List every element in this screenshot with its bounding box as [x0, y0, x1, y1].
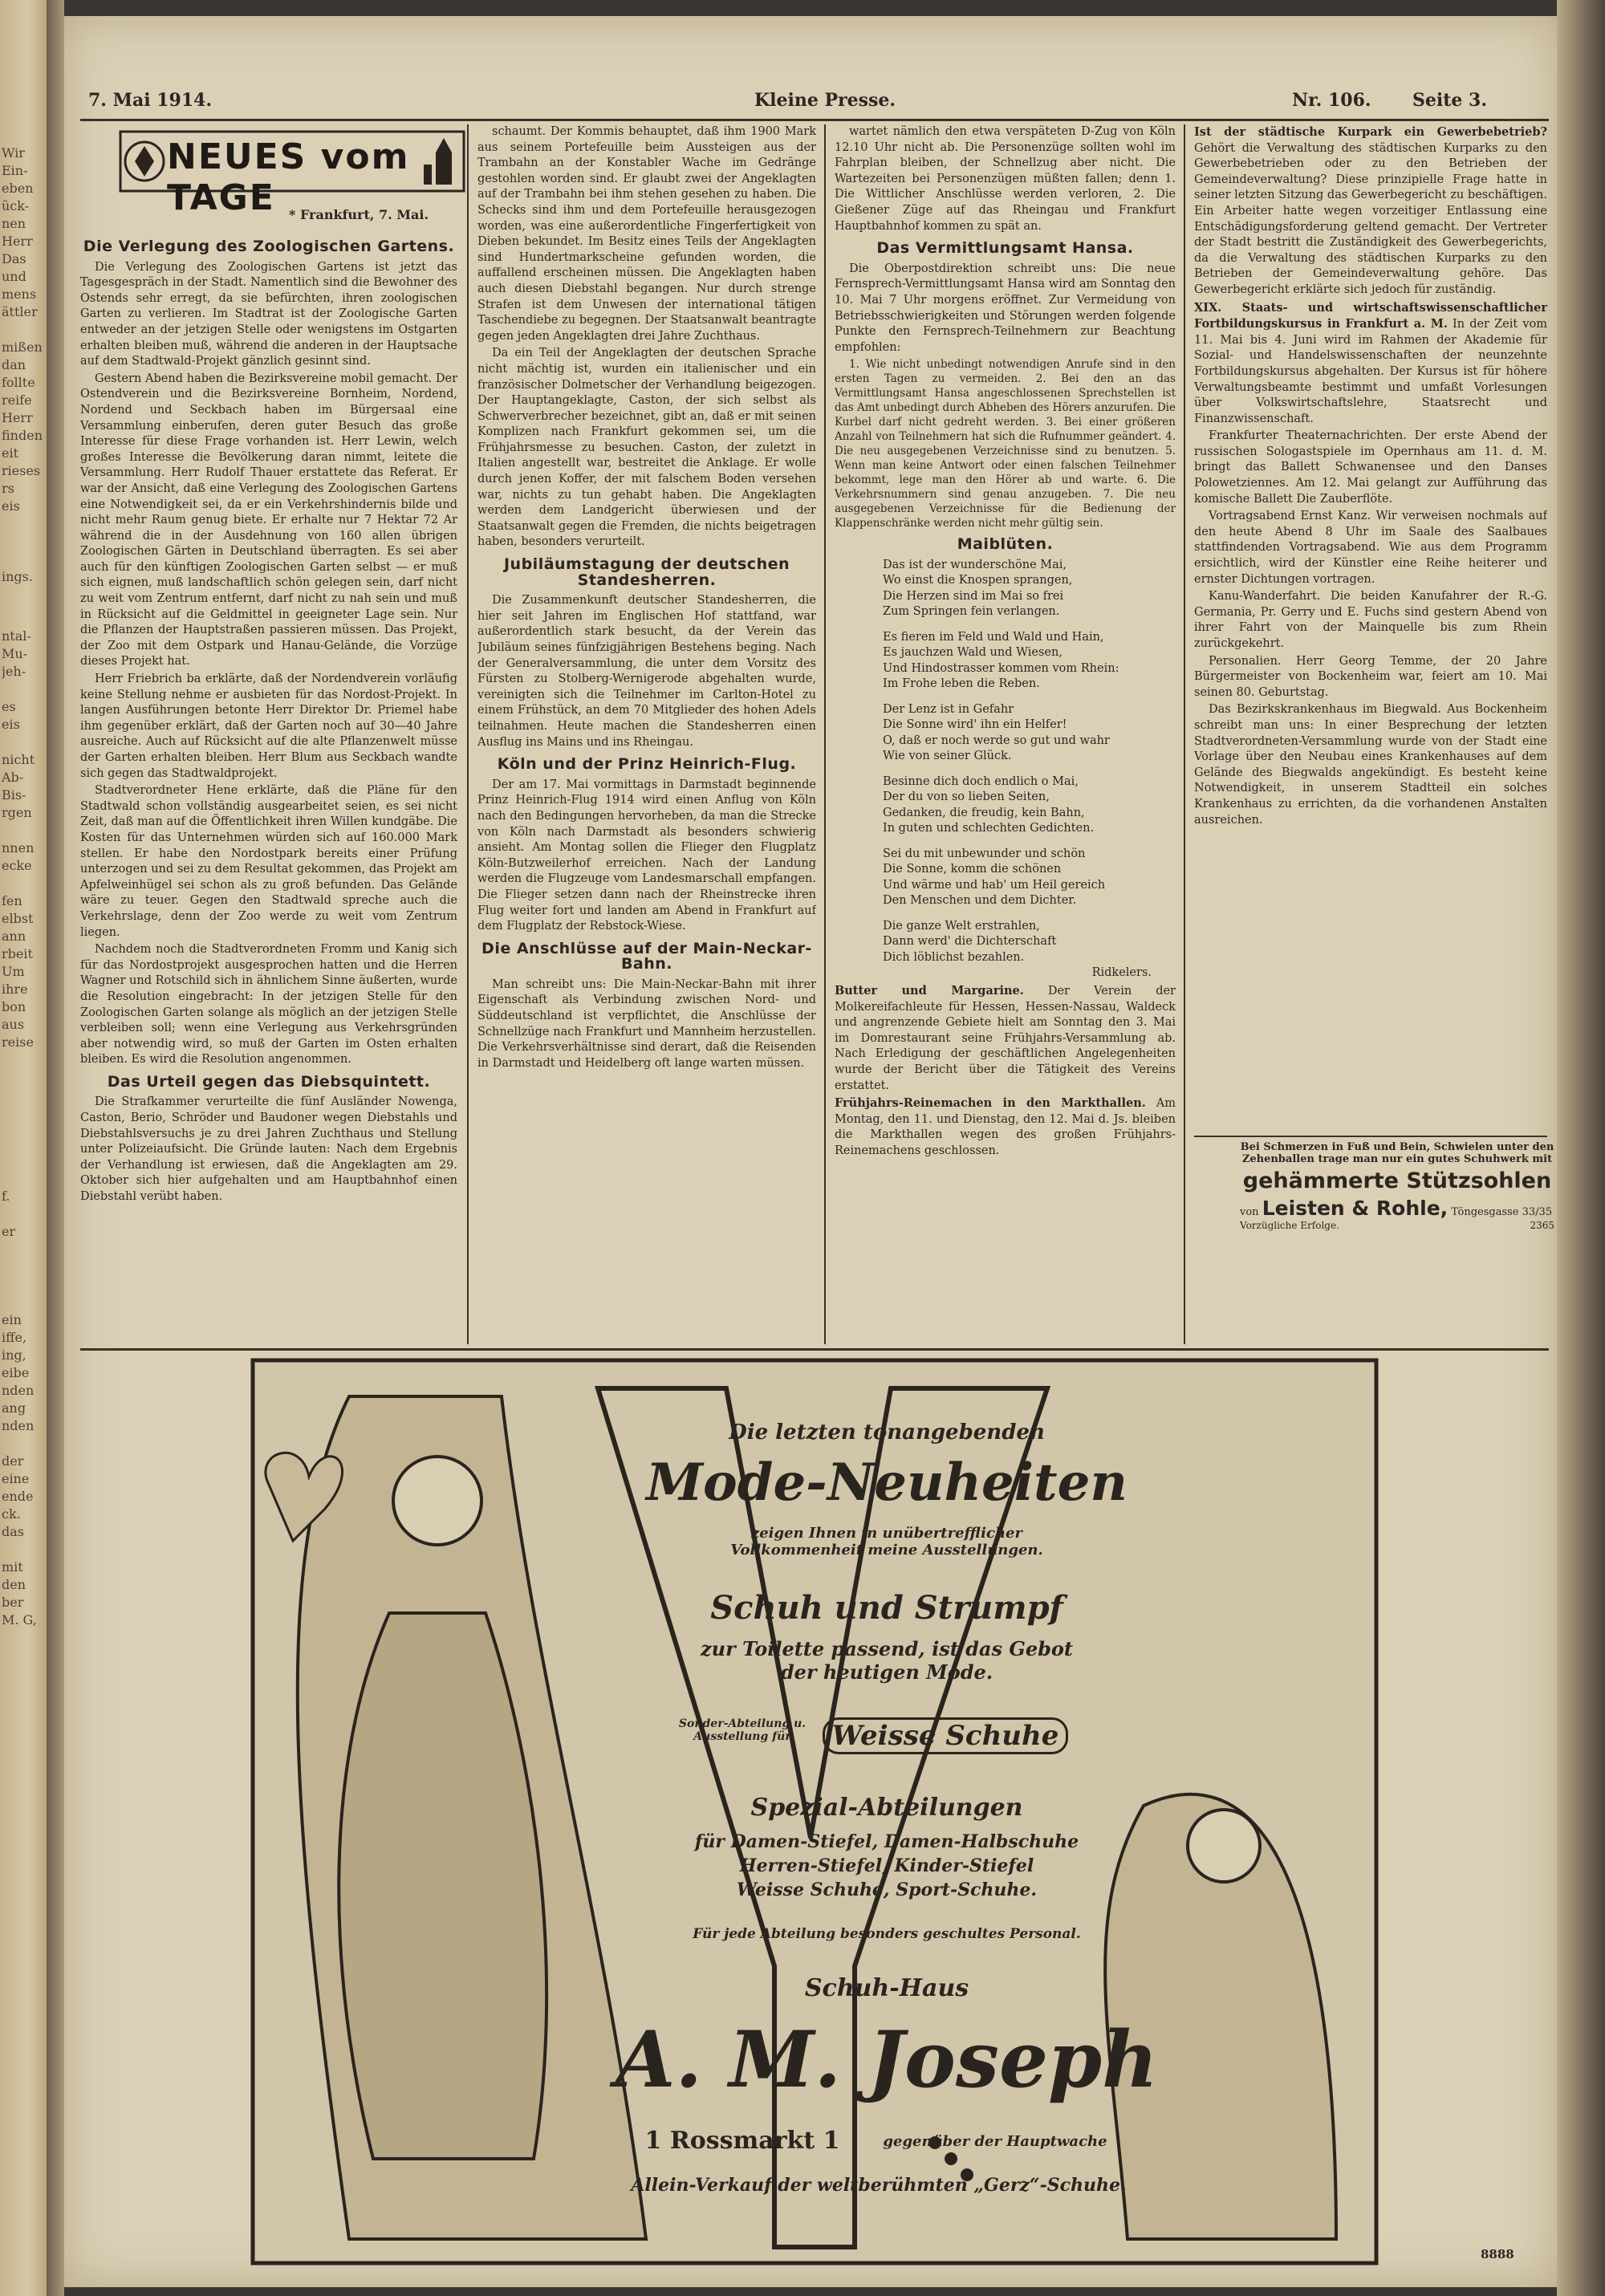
poem-line: Sei du mit unbewunder und schön: [883, 847, 1086, 860]
poem-stanza-gap: [883, 837, 1176, 847]
poem-stanza-gap: [883, 693, 1176, 702]
ad-product: gehämmerte Stützsohlen: [1242, 1168, 1552, 1193]
adjacent-page-line: ecke: [2, 858, 32, 873]
adjacent-page-line: [2, 1541, 45, 1558]
adjacent-page-line: [2, 515, 45, 533]
headline-kurpark: Ist der städtische Kurpark ein Gewerbebetrieb?: [1194, 125, 1547, 139]
poem-line: Die ganze Welt erstrahlen,: [883, 919, 1040, 933]
header-rule: [80, 119, 1549, 121]
adjacent-page-line: ann: [2, 929, 26, 944]
article-paragraph: 1. Wie nicht unbedingt notwendigen Anrufe sind in den ersten Tagen zu vermeiden. 2. Bei den an das Vermittlungsamt Hansa angeschlossenen Sprechstellen ist das Amt unbedingt durch Abheben des Hörers anzurufen. Die Kurbel darf nicht gedreht werden. 3. Bei einer größeren Anzahl von Teilnehmern hat sich die Rufnummer geändert. 4. Die neu ausgegebenen Verzeichnisse sind zu benutzen. 5. Wenn man keine Antwort oder einen falschen Teilnehmer bekommt, lege man den Hörer ab und warte. 6. Die Verkehrsnummern sind genau anzugeben. 7. Die neu ausgegebenen Verzeichnisse für die Bedienung der Klappenschränke werden nicht mehr gültig sein.: [835, 358, 1176, 530]
poem-line: Das ist der wunderschöne Mai,: [883, 558, 1067, 571]
adjacent-page-line: [2, 1205, 45, 1223]
article-paragraph: In der Zeit vom 11. Mai bis 4. Juni wird im Rahmen der Akademie für Sozial- und Handelswissenschaften der neunzehnte Fortbildungskursus abgehalten. Der Kursus ist für höhere Verwaltungsbeamte bestimmt und umfaßt Vorlesungen über Volkswirtschaftslehre, Staatsrecht und Finanzwissenschaft.: [1194, 318, 1547, 425]
adjacent-page-line: eit: [2, 445, 19, 461]
adjacent-page-line: [2, 822, 45, 839]
headline-butter: Butter und Margarine.: [835, 984, 1024, 998]
column-divider: [467, 124, 469, 1344]
article-paragraph: Die Verlegung des Zoologischen Gartens ist jetzt das Tagesgespräch in der Stadt. Namentlich sind die Bewohner des Ostends sehr erregt, da sie befürchten, ihren zoologischen Garten zu verlieren. Im Stadtrat ist der Zoologische Garten entweder an der jetzigen Stelle oder wenigstens im Ostgarten erhalten bleiben muß, während die anderen in der Hauptsache auf dem Stadtwald-Projekt gänzlich gesinnt sind.: [80, 260, 457, 368]
adjacent-page-line: elbst: [2, 911, 34, 926]
adjacent-page-line: ing,: [2, 1347, 26, 1363]
article-paragraph: Am Montag, den 11. und Dienstag, den 12. Mai d. Js. bleiben die Markthallen wegen des großen Frühjahrs-Reinemachens geschlossen.: [835, 1097, 1176, 1157]
poem-line: Es fieren im Feld und Wald und Hain,: [883, 630, 1104, 644]
article-paragraph: Die Oberpostdirektion schreibt uns: Die neue Fernsprech-Vermittlungsamt Hansa wird am Sonntag den 10. Mai 7 Uhr morgens eröffnet. Zur Vermeidung von Betriebsschwierigkeiten und Störungen werden folgende Punkte den Fernsprech-Teilnehmern zur Beachtung empfohlen:: [835, 262, 1176, 354]
ad-rule: [1194, 1136, 1547, 1137]
headline-vermittlungsamt: Das Vermittlungsamt Hansa.: [876, 239, 1134, 258]
poem-line: Im Frohe leben die Reben.: [883, 677, 1040, 691]
headline-reinemachen: Frühjahrs-Reinemachen in den Markthallen.: [835, 1096, 1146, 1111]
adjacent-page-line: Bis-: [2, 787, 26, 803]
headline-main-neckar-bahn: Die Anschlüsse auf der Main-Neckar-Bahn.: [482, 939, 812, 973]
adjacent-page-line: aus: [2, 1017, 25, 1032]
article-paragraph: Nachdem noch die Stadtverordneten Fromm und Kanig sich für das Nordostprojekt ausgesprochen hatten und die Herren Wagner und Rotschild sich in ähnlichem Sinne äußerten, wurde die Resolution eingebracht: In der jetzigen Stelle für den Zoologischen Garten solange als möglich an der jetzigen Stelle verbleiben soll; wenn eine Verlegung aus Verkehrsgründen aber notwendig wird, so muß der Garten im Osten erhalten bleiben. Es wird die Resolution angenommen.: [80, 943, 457, 1067]
headline-maibluten: Maiblüten.: [957, 535, 1054, 554]
adjacent-page-line: rbeit: [2, 946, 33, 961]
article-paragraph: Gehört die Verwaltung des städtischen Kurparks zu den Gewerbebetrieben oder zu den Betrieben der Gemeindeverwaltung? Diese prinzipielle Frage hatte in seiner letzten Sitzung das Gewerbegericht zu beschäftigen. Ein Arbeiter hatte wegen vorzeitiger Entlassung eine Entschädigungsforderung geltend gemacht. Der Vertreter der Stadt bestritt die Zuständigkeit des Gewerbegerichts, da die Verwaltung des städtischen Kurparks zu den Betrieben der Gemeindeverwaltung gehöre. Das Gewerbegericht erklärte sich jedoch für zuständig.: [1194, 141, 1547, 296]
ad-spezial-heading: Spezial-Abteilungen: [750, 1794, 1023, 1822]
adjacent-page-line: eine: [2, 1471, 30, 1486]
ad-shop-label: Schuh-Haus: [804, 1974, 969, 2002]
adjacent-page-line: follte: [2, 375, 35, 390]
adjacent-page-line: nicht: [2, 752, 35, 767]
poem-line: Den Menschen und dem Dichter.: [883, 894, 1077, 908]
ad-company: Leisten & Rohle,: [1262, 1197, 1449, 1220]
poem-line: Die Sonne, komm die schönen: [883, 863, 1062, 876]
adjacent-page-line: iffe,: [2, 1330, 27, 1345]
adjacent-page-line: eis: [2, 717, 20, 732]
ad-sonder-text: Sonder-Abteilung u. Ausstellung für: [678, 1717, 807, 1743]
adjacent-page-line: Das: [2, 251, 26, 266]
dateline: * Frankfurt, 7. Mai.: [289, 207, 429, 222]
adjacent-page-text: [2, 144, 45, 586]
adjacent-page-line: bon: [2, 999, 26, 1014]
poem-line: Dich löblichst bezahlen.: [883, 950, 1025, 964]
adjacent-page-line: [2, 1435, 45, 1453]
poem-line: O, daß er noch werde so gut und wahr: [883, 734, 1110, 747]
ad-address: 1 Rossmarkt 1: [644, 2127, 840, 2155]
adjacent-page-line: [2, 1258, 45, 1276]
adjacent-page-line: [2, 551, 45, 568]
column-4: [1194, 124, 1547, 1132]
headline-fortbildungskursus: XIX. Staats- und wirtschaftswissenschaftlicher Fortbildungskursus in Frankfurt a. M.: [1194, 300, 1547, 331]
article-paragraph: Die Strafkammer verurteilte die fünf Ausländer Nowenga, Caston, Berio, Schröder und Baudoner wegen Diebstahls und Diebstahlsversuchs je zu drei Jahren Zuchthaus und Stellung unter Polizeiaufsicht. Die Gründe lauten: Nach dem Ergebnis der Verhandlung ist erwiesen, daß die Angeklagten am 29. Oktober sich hier aufgehalten und am Hauptbahnhof einen Diebstahl verübt haben.: [80, 1095, 457, 1204]
article-paragraph: Der am 17. Mai vormittags in Darmstadt beginnende Prinz Heinrich-Flug 1914 wird einen Anflug von Köln nach den Bedingungen hervorheben, da man die Strecke von Köln nach Darmstadt als besonders schwierig ansieht. Am Montag sollen die Flieger den Flugplatz Köln-Butzweilerhof erreichen. Nach der Landung werden die Flugzeuge vom Landesmarschall empfangen. Die Flieger setzen dann nach der Rheinstrecke ihren Flug weiter fort und landen am Abend in Frankfurt auf dem Flugplatz der Rebstock-Wiese.: [477, 778, 816, 933]
column-3: [835, 124, 1176, 1332]
adjacent-page-line: Ab-: [2, 770, 24, 785]
headline-zoo: Die Verlegung des Zoologischen Gartens.: [83, 238, 455, 255]
adjacent-page-text: [2, 610, 45, 1051]
adjacent-page-line: eben: [2, 181, 34, 196]
adjacent-page-line: er: [2, 1224, 16, 1239]
ad-top-rule: [80, 1348, 1549, 1351]
adjacent-page-line: [2, 1241, 45, 1258]
page-edge-shadow: [1557, 0, 1605, 2296]
adjacent-page-line: es: [2, 699, 16, 714]
adjacent-page-line: Herr: [2, 410, 33, 425]
adjacent-page-line: [2, 1294, 45, 1311]
adjacent-page-line: der: [2, 1453, 24, 1469]
joseph-shoe-ad: [84, 1356, 1549, 2271]
poem-line: Wie von seiner Glück.: [883, 750, 1012, 763]
poem-line: Besinne dich doch endlich o Mai,: [883, 774, 1079, 788]
header-paper-title: Kleine Presse.: [754, 90, 896, 111]
ad-intro-text: Die letzten tonangebenden: [729, 1420, 1045, 1445]
adjacent-page-line: [2, 734, 45, 751]
adjacent-page-line: Wir: [2, 145, 25, 161]
page-header: [64, 90, 1557, 122]
column-divider: [824, 124, 826, 1344]
adjacent-page-line: Ein-: [2, 163, 28, 178]
poem-stanza-gap: [883, 909, 1176, 919]
adjacent-page-line: nen: [2, 216, 26, 231]
header-date: 7. Mai 1914.: [88, 90, 213, 111]
adjacent-page-line: ück-: [2, 198, 30, 213]
column-divider: [1184, 124, 1185, 1344]
ad-prefix: von: [1240, 1206, 1259, 1218]
ad-department-item: für Damen-Stiefel, Damen-Halbschuhe: [694, 1831, 1079, 1852]
adjacent-page-line: rs: [2, 481, 14, 496]
ad-note: Vorzügliche Erfolge.: [1240, 1220, 1339, 1231]
poem-line: Der du von so lieben Seiten,: [883, 790, 1050, 804]
adjacent-page-line: Um: [2, 964, 25, 979]
ad-code: 2365: [1530, 1220, 1554, 1231]
adjacent-page-line: ihre: [2, 981, 28, 997]
article-paragraph: Personalien. Herr Georg Temme, der 20 Jahre Bürgermeister von Bockenheim war, feiert am 10. Mai seinen 80. Geburtstag.: [1194, 654, 1547, 699]
poem-line: Und Hindostrasser kommen vom Rhein:: [883, 661, 1119, 675]
footer-code: 8888: [1481, 2247, 1514, 2261]
article-paragraph: Kanu-Wanderfahrt. Die beiden Kanufahrer der R.-G. Germania, Pr. Gerry und E. Fuchs sind gestern Abend von ihrer Fahrt von der Mainquelle bis zum Rhein zurückgekehrt.: [1194, 590, 1547, 650]
adjacent-page-line: den: [2, 1577, 26, 1592]
adjacent-page-line: [2, 321, 45, 339]
adjacent-page-line: jeh-: [2, 664, 26, 679]
ad-white-shoes: Weisse Schuhe: [823, 1717, 1068, 1754]
ad-department-item: Weisse Schuhe, Sport-Schuhe.: [736, 1879, 1038, 1900]
adjacent-page-strip: [0, 0, 47, 2296]
article-paragraph: Man schreibt uns: Die Main-Neckar-Bahn mit ihrer Eigenschaft als Verbindung zwischen Nord- und Süddeutschland ist verpflichtet, die Anschlüsse der Schnellzüge nach Frankfurt und Mannheim herzustellen. Die Verkehrsverhältnisse sind derart, daß die Reisenden in Darmstadt und Heidelberg oft lange warten müssen.: [477, 977, 816, 1070]
adjacent-page-line: nnen: [2, 840, 35, 855]
ad-department-list: [678, 1830, 1095, 1902]
article-paragraph: Vortragsabend Ernst Kanz. Wir verweisen nochmals auf den heute Abend 8 Uhr im Saale des Saalbaues stattfindenden Vortragsabend. Wie aus dem Programm ersichtlich, wird der Künstler eine Reihe heiterer und ernster Dichtungen vortragen.: [1194, 510, 1547, 586]
ad-toilette-text: zur Toilette passend, ist das Gebot der heutigen Mode.: [701, 1637, 1073, 1684]
adjacent-page-line: [2, 533, 45, 551]
adjacent-page-line: eibe: [2, 1365, 30, 1380]
poem-line: In guten und schlechten Gedichten.: [883, 822, 1095, 835]
adjacent-page-line: dan: [2, 357, 26, 372]
adjacent-page-line: rieses: [2, 463, 41, 478]
adjacent-page-line: mißen: [2, 339, 43, 355]
adjacent-page-text: [2, 1188, 45, 1629]
article-paragraph: Gestern Abend haben die Bezirksvereine mobil gemacht. Der Ostendverein und die Bezirksvereine Bornheim, Nordend, Nordend und Seckbach haben im Bürgersaal eine Versammlung einberufen, deren guter Besuch das große Interesse für diese Frage vorhanden ist. Herr Lewin, welch großes Interesse die Bevölkerung daran nimmt, leitete die Versammlung. Herr Rudolf Thauer erstattete das Referat. Er war der Ansicht, daß eine Verlegung des Zoologischen Gartens eine Notwendigkeit sei, da er ein Verkehrshindernis bilde und nicht mehr Raum genug biete. Er erhalte nur 7 Hektar 72 Ar während die in der Ausdehnung von 160 allen übrigen Zoologischen Gärten in Deutschland überragten. Es sei aber auch für den künftigen Zoologischen Garten selbst — er muß sich eignen, muß landschaftlich schön gelegen sein, darf nicht zu weit vom Zentrum entfernt, darf nicht zu nah sein und muß in Rücksicht auf die Geldmittel in geeigneter Lage sein. Nur die Pflanzen der Hauptstraßen passieren müssen. Das Projekt, der Zoo mit dem Ostpark und Hanau-Gelände, die Vorzüge dieses Projekt hat.: [80, 372, 457, 668]
adjacent-page-line: [2, 875, 45, 892]
headline-prinz-heinrich-flug: Köln und der Prinz Heinrich-Flug.: [497, 755, 797, 774]
adjacent-page-line: Herr: [2, 234, 33, 249]
header-issue: Nr. 106.: [1292, 90, 1371, 111]
poem: [835, 558, 1176, 966]
header-page: Seite 3.: [1412, 90, 1488, 111]
binding-gutter: [47, 0, 64, 2296]
ad-staff-note: Für jede Abteilung besonders geschultes Personal.: [693, 1926, 1081, 1942]
poem-line: Wo einst die Knospen sprangen,: [883, 574, 1073, 587]
logo-title: NEUES vom TAGE: [167, 136, 410, 218]
adjacent-page-line: ntal-: [2, 628, 31, 644]
headline-standesherren: Jubiläumstagung der deutschen Standesherren.: [503, 555, 790, 589]
poem-stanza-gap: [883, 620, 1176, 630]
ad-subtitle: zeigen Ihnen in unübertrefflicher Vollkommenheit meine Ausstellungen.: [730, 1525, 1043, 1558]
adjacent-page-line: nden: [2, 1383, 35, 1398]
adjacent-page-line: f.: [2, 1189, 10, 1204]
adjacent-page-line: reise: [2, 1034, 34, 1050]
ad-department-item: Herren-Stiefel, Kinder-Stiefel: [739, 1855, 1034, 1876]
adjacent-page-line: [2, 1276, 45, 1294]
poem-line: Die Sonne wird' ihn ein Helfer!: [883, 718, 1067, 732]
adjacent-page-line: ck.: [2, 1506, 21, 1522]
adjacent-page-line: mens: [2, 286, 37, 302]
adjacent-page-line: das: [2, 1524, 24, 1539]
adjacent-page-line: ber: [2, 1595, 24, 1610]
article-paragraph: Der Verein der Molkereifachleute für Hessen, Hessen-Nassau, Waldeck und angrenzende Gebiete hielt am Sonntag den 3. Mai im Domrestaurant seine Frühjahrs-Versammlung ab. Nach Erledigung der geschäftlichen Angelegenheiten wurde der Bericht über die Tätigkeit des Vereins erstattet.: [835, 985, 1176, 1092]
adjacent-page-line: M. G,: [2, 1612, 37, 1628]
stuetzsohlen-ad: [1240, 1141, 1554, 1236]
article-paragraph: schaumt. Der Kommis behauptet, daß ihm 1900 Mark aus seinem Portefeuille beim Aussteigen aus der Trambahn an der Konstabler Wache im Gedränge gestohlen worden sind. Er glaubt zwei der Angeklagten auf der Trambahn bei ihm stehen gesehen zu haben. Die Schecks sind ihm und dem Portefeuille herausgezogen worden, was eine außerordentliche Fingerfertigkeit von Dieben bekundet. Im Besitz eines Teils der Angeklagten sind Hundertmarkscheine gefunden worden, die auffallend erscheinen müssen. Die Angeklagten haben auch diesen Diebstahl begangen. Nur durch strenge Strafen ist dem Unwesen der international tätigen Taschendiebe zu begegnen. Der Staatsanwalt beantragte gegen jeden Angeklagten drei Jahre Zuchthaus.: [477, 125, 816, 343]
poem-line: Es jauchzen Wald und Wiesen,: [883, 646, 1063, 660]
ad-exclusive-sale: Allein-Verkauf der weltberühmten „Gerz“-Schuhe.: [631, 2175, 1127, 2196]
ad-address: Töngesgasse 33/35: [1451, 1206, 1553, 1218]
adjacent-page-line: rgen: [2, 805, 32, 820]
adjacent-page-line: eis: [2, 498, 20, 514]
poem-line: Dann werd' die Dichterschaft: [883, 935, 1057, 949]
adjacent-page-line: Mu-: [2, 646, 28, 661]
article-paragraph: Die Zusammenkunft deutscher Standesherren, die hier seit Jahren im Englischen Hof stattfand, war außerordentlich stark besucht, da der Verein das Jubiläum seines fünfzigjährigen Bestehens beging. Nach der Generalversammlung, die unter dem Vorsitz des Fürsten zu Stolberg-Wernigerode abgehalten wurde, vereinigten sich die Teilnehmer im Carlton-Hotel zu einem Frühstück, an dem 70 Mitglieder des hohen Adels teilnahmen. Heute machen die Standesherren einen Ausflug ins Mains und ins Rheingau.: [477, 594, 816, 749]
ad-headline: Mode-Neuheiten: [646, 1453, 1128, 1513]
article-paragraph: Stadtverordneter Hene erklärte, daß die Pläne für den Stadtwald schon vollständig ausgearbeitet seien, es sei nicht Zeit, daß man auf die Öffentlichkeit ihren Willen kundgäbe. Die Kosten für das Unternehmen würden sich auf 160.000 Mark stellen. Er habe den Nordostpark bereits einer Prüfung unterzogen und sei zu dem Resultat gekommen, das Projekt am Apfelweinhügel sei schon als zu groß befunden. Das Gelände wäre zu teuer. Gegen den Stadtwald spreche auch die Verkehrslage, denn der Zoo werde zu weit vom Zentrum liegen.: [80, 784, 457, 939]
ad-shoes-heading: Schuh und Strumpf: [710, 1589, 1063, 1627]
article-paragraph: Herr Friebrich ba erklärte, daß der Nordendverein vorläufig keine Stellung nehme er ausbieten für das Nordost-Projekt. In langen Ausführungen betonte Herr Direktor Dr. Priemel habe ihm gegenüber erklärt, daß der Garten noch auf 30—40 Jahre ausreiche. Auch auf Rücksicht auf die alte Pflanzenwelt müsse der Garten erhalten bleiben. Herr Blum aus Seckbach wandte sich gegen das Stadtwaldprojekt.: [80, 673, 457, 780]
article-paragraph: Das Bezirkskrankenhaus im Biegwald. Aus Bockenheim schreibt man uns: In einer Besprechung der letzten Stadtverordneten-Versammlung wurde von der Stadt eine Vorlage über den Neubau eines Krankenhauses auf dem Gelände des Biegwalds angekündigt. Es besteht keine Notwendigkeit, in unserem Stadtteil ein solches Krankenhaus zu errichten, da die vorhandenen Anstalten ausreichen.: [1194, 703, 1547, 827]
poem-line: Gedanken, die freudig, kein Bahn,: [883, 806, 1085, 819]
poem-line: Zum Springen fein verlangen.: [883, 605, 1060, 619]
adjacent-page-line: ende: [2, 1489, 34, 1504]
adjacent-page-line: finden: [2, 428, 43, 443]
poem-author: Ridkelers.: [1091, 966, 1152, 980]
ad-intro: Bei Schmerzen in Fuß und Bein, Schwielen unter den Zehenballen trage man nur ein gutes Schuhwerk mit: [1240, 1141, 1554, 1165]
ad-shop-name: A. M. Joseph: [616, 2014, 1158, 2105]
adjacent-page-line: ein: [2, 1312, 22, 1327]
article-paragraph: Da ein Teil der Angeklagten der deutschen Sprache nicht mächtig ist, wurden ein italienischer und ein französischer Dolmetscher der Verhandlung beigezogen. Der Hauptangeklagte, Caston, der sich selbst als Schwerverbrecher bezeichnet, gibt an, daß er mit seinen Komplizen nach Frankfurt gekommen sei, um die Frühjahrsmesse zu besuchen. Caston, der zuletzt in Italien angestellt war, bestreitet die Anklage. Er wolle durch jenen Koffer, der mit falschem Boden versehen war, nichts zu tun gehabt haben. Die Angeklagten werden dem Landgericht überwiesen und der Staatsanwalt gegen die Fremden, die nichts beigetragen haben, besonders verurteilt.: [477, 347, 816, 549]
column-2: [477, 124, 816, 1332]
article-paragraph: Frankfurter Theaternachrichten. Der erste Abend der russischen Sologastspiele im Opernhaus am 11. d. M. bringt das Ballett Schwanensee und den Danses Polowetziennes. Am 12. Mai gelangt zur Aufführung das komische Ballett Die Zauberflöte.: [1194, 429, 1547, 506]
column-1: [80, 233, 457, 1332]
adjacent-page-line: ang: [2, 1400, 26, 1416]
adjacent-page-line: nden: [2, 1418, 35, 1433]
article-paragraph: wartet nämlich den etwa verspäteten D-Zug von Köln 12.10 Uhr nicht ab. Die Personenzüge sollten wohl im Fahrplan bleiben, der Schnellzug aber nicht. Die Wartezeiten bei Personenzügen müßten fallen; denn 1. Die Wittlicher Anschlüsse werden verloren, 2. Die Gießener Züge auf das Rheingau und Frankfurt Hauptbahnhof kommen zu spät an.: [835, 125, 1176, 233]
newspaper-page: [64, 16, 1557, 2287]
poem-stanza-gap: [883, 765, 1176, 774]
adjacent-page-line: und: [2, 269, 26, 284]
adjacent-page-line: fen: [2, 893, 22, 908]
adjacent-page-line: reife: [2, 392, 32, 408]
poem-line: Die Herzen sind im Mai so frei: [883, 589, 1064, 603]
adjacent-page-line: ings.: [2, 569, 33, 584]
adjacent-page-line: mit: [2, 1559, 23, 1575]
adjacent-page-line: [2, 610, 45, 628]
ad-address-note: gegenüber der Hauptwache: [883, 2133, 1107, 2150]
poem-line: Und wärme und hab' um Heil gereich: [883, 878, 1106, 892]
poem-line: Der Lenz ist in Gefahr: [883, 702, 1014, 716]
adjacent-page-line: [2, 681, 45, 698]
adjacent-page-line: ättler: [2, 304, 38, 319]
headline-diebsquintett: Das Urteil gegen das Diebsquintett.: [107, 1072, 431, 1091]
